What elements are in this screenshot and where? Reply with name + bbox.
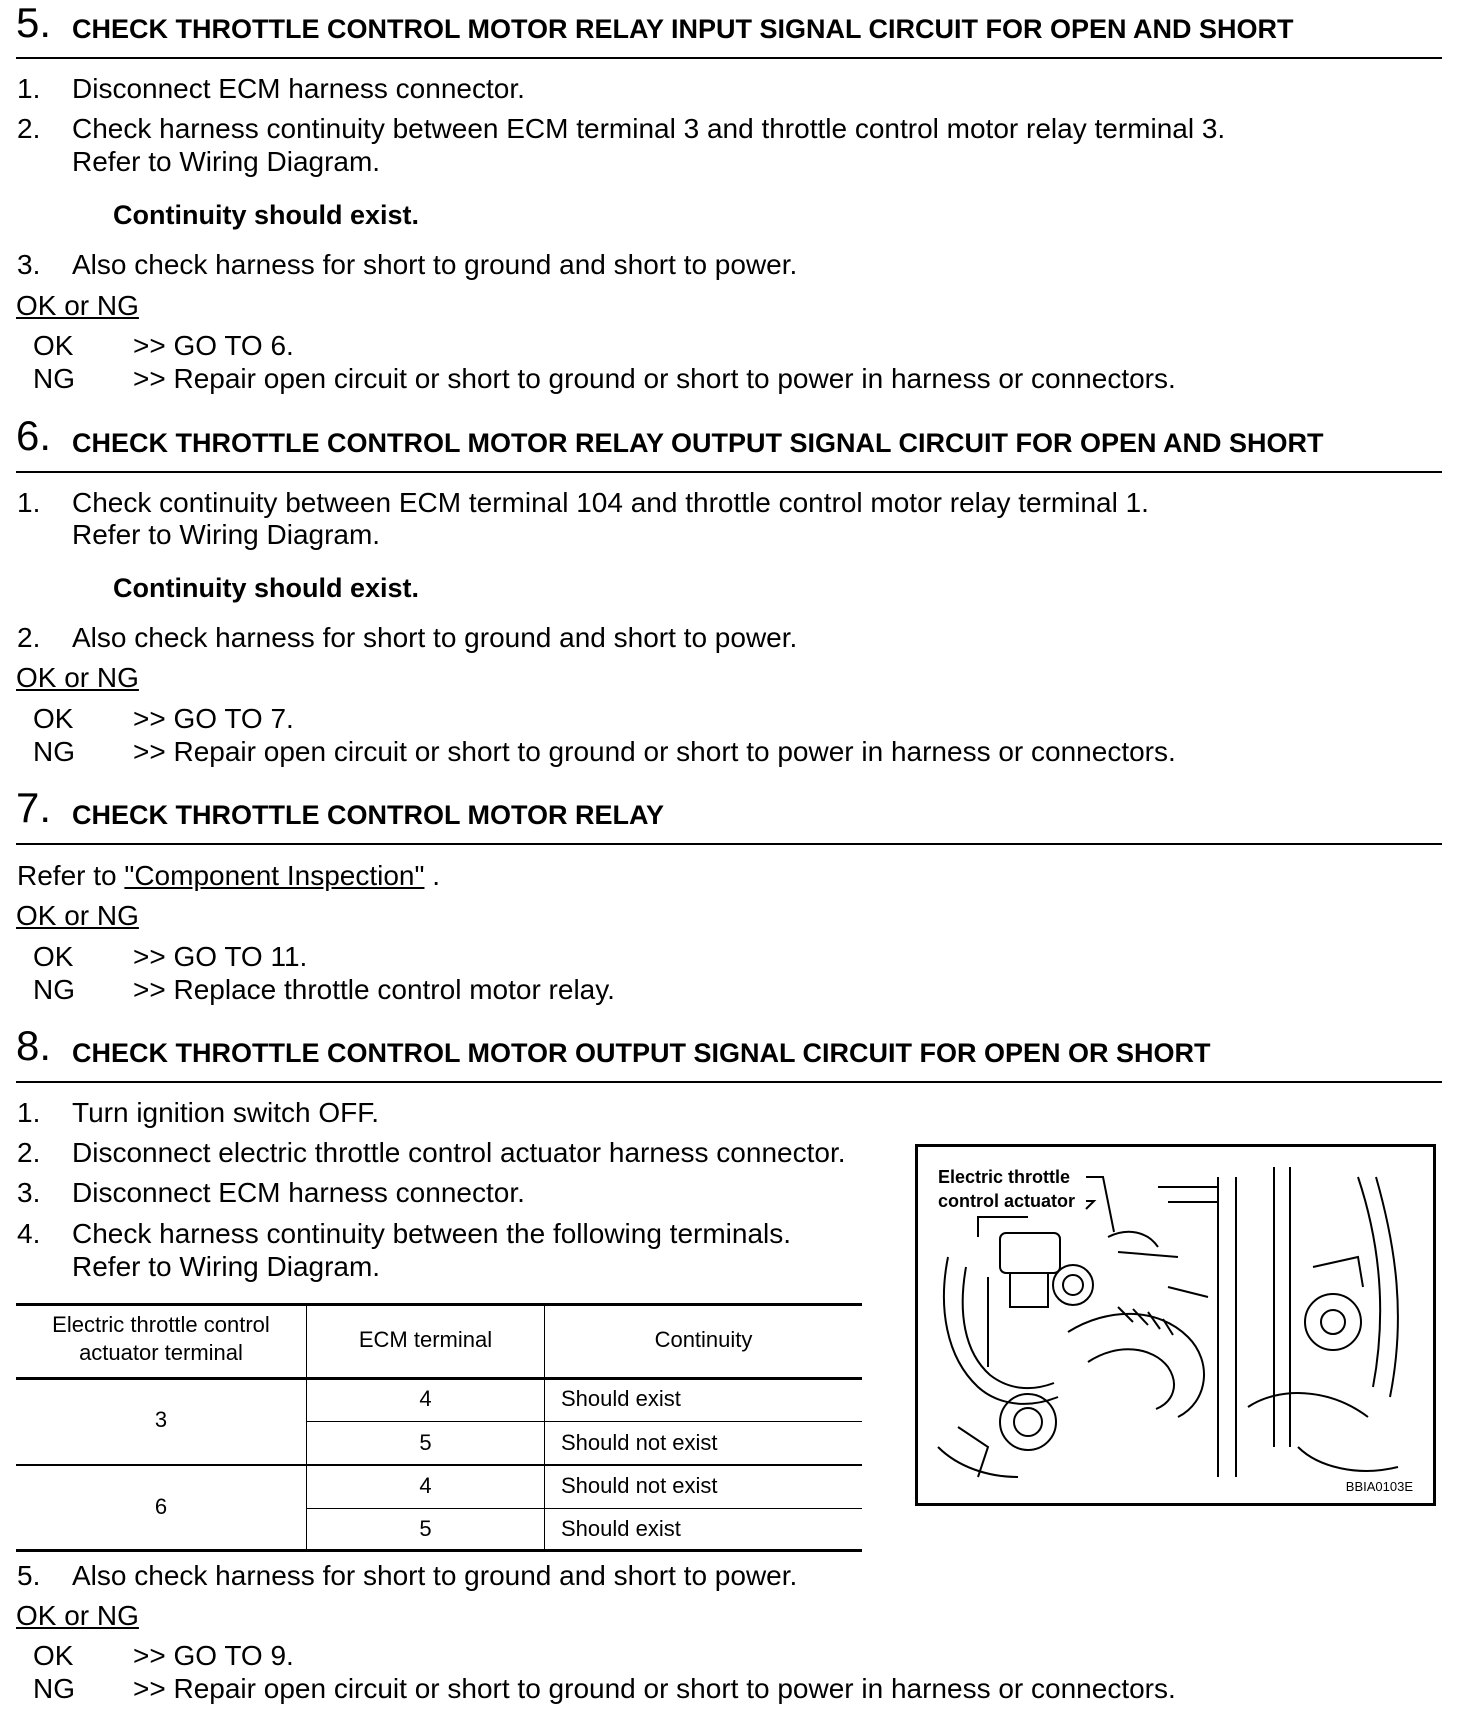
header-continuity: Continuity [654,1327,753,1352]
figure-callout-line2: control actuator [938,1191,1076,1211]
step-6-2-number: 2. [17,622,41,653]
table-row-rule [307,1508,862,1509]
step-5-3-number: 3. [17,249,41,280]
header-actuator-terminal [16,1311,306,1367]
actuator-terminal-cell: 3 [154,1407,168,1432]
figure-reference-code: BBIA0103E [1345,1479,1413,1494]
step-8-4-refer: Refer to Wiring Diagram. [72,1251,381,1282]
section-7-refer [17,860,440,892]
table-top-rule [16,1303,862,1306]
ecm-terminal-cell: 4 [419,1386,432,1411]
step-5-2-text: Check harness continuity between ECM terminal 3 and throttle control motor relay terminal 3. [72,113,1226,144]
section-5-ng-action: >> Repair open circuit or short to ground or short to power in harness or connectors. [133,363,1176,394]
ecm-terminal-cell: 5 [419,1430,432,1455]
step-5-1-number: 1. [17,73,41,104]
figure-callout-line1: Electric throttle [938,1167,1071,1187]
section-8-ok-label: OK [33,1640,74,1671]
section-7-ok-action: >> GO TO 11. [133,941,308,972]
actuator-location-figure [915,1144,1436,1506]
section-6-spec: Continuity should exist. [113,573,420,603]
header-actuator-line2: actuator terminal [79,1340,243,1365]
section-7-ng-label: NG [33,974,75,1005]
section-5-rule [16,57,1442,59]
section-5-ok-or-ng: OK or NG [16,290,139,321]
step-6-1-text: Check continuity between ECM terminal 104 and throttle control motor relay terminal 1. [72,487,1149,518]
step-5-1-text: Disconnect ECM harness connector. [72,73,525,104]
header-ecm-terminal: ECM terminal [358,1327,493,1352]
step-8-5-text: Also check harness for short to ground and short to power. [72,1560,798,1591]
step-8-5-number: 5. [17,1560,41,1591]
section-7-ok-label: OK [33,941,74,972]
step-6-2-text: Also check harness for short to ground and short to power. [72,622,798,653]
step-number-8: 8. [16,1022,52,1069]
step-8-3-text: Disconnect ECM harness connector. [72,1177,525,1208]
step-5-2-refer: Refer to Wiring Diagram. [72,146,381,177]
section-6-ok-or-ng: OK or NG [16,662,139,693]
header-actuator-line1: Electric throttle control [52,1312,270,1337]
table-header-rule [16,1377,862,1380]
section-6-ng-label: NG [33,736,75,767]
section-6-ok-label: OK [33,703,74,734]
section-5-ok-action: >> GO TO 6. [133,330,294,361]
section-7-ok-or-ng: OK or NG [16,900,139,931]
section-6-ok-action: >> GO TO 7. [133,703,294,734]
step-8-2-number: 2. [17,1137,41,1168]
section-7-ng-action: >> Replace throttle control motor relay. [133,974,615,1005]
ecm-terminal-cell: 4 [419,1473,432,1498]
refer-prefix: Refer to [17,860,125,891]
step-8-1-text: Turn ignition switch OFF. [72,1097,380,1128]
continuity-cell: Should not exist [561,1473,718,1498]
section-8-ng-action: >> Repair open circuit or short to ground or short to power in harness or connectors. [133,1673,1176,1704]
table-row-rule [307,1421,862,1422]
section-5-spec: Continuity should exist. [113,200,420,230]
section-7-rule [16,843,1442,845]
step-6-1-number: 1. [17,487,41,518]
section-6-rule [16,471,1442,473]
section-5-ok-label: OK [33,330,74,361]
actuator-terminal-cell: 6 [154,1494,168,1519]
step-number-7: 7. [16,784,52,831]
section-8-ok-action: >> GO TO 9. [133,1640,294,1671]
refer-suffix: . [424,860,441,891]
table-bottom-rule [16,1549,862,1552]
step-number-5: 5. [16,0,52,46]
step-8-4-text: Check harness continuity between the following terminals. [72,1218,792,1249]
step-8-3-number: 3. [17,1177,41,1208]
section-8-rule [16,1081,1442,1083]
step-5-2-number: 2. [17,113,41,144]
step-8-1-number: 1. [17,1097,41,1128]
step-5-3-text: Also check harness for short to ground and short to power. [72,249,798,280]
section-8-ok-or-ng: OK or NG [16,1600,139,1631]
continuity-cell: Should not exist [561,1430,718,1455]
step-8-4-number: 4. [17,1218,41,1249]
section-6-title: CHECK THROTTLE CONTROL MOTOR RELAY OUTPUT SIGNAL CIRCUIT FOR OPEN AND SHORT [72,428,1324,458]
continuity-cell: Should exist [561,1386,681,1411]
section-8-title: CHECK THROTTLE CONTROL MOTOR OUTPUT SIGNAL CIRCUIT FOR OPEN OR SHORT [72,1038,1211,1068]
component-inspection-link[interactable]: "Component Inspection" [124,860,425,891]
step-6-1-refer: Refer to Wiring Diagram. [72,519,381,550]
table-group-rule [16,1464,862,1466]
section-5-ng-label: NG [33,363,75,394]
step-number-6: 6. [16,412,52,459]
step-8-2-text: Disconnect electric throttle control actuator harness connector. [72,1137,846,1168]
section-8-ng-label: NG [33,1673,75,1704]
section-7-title: CHECK THROTTLE CONTROL MOTOR RELAY [72,800,665,830]
section-5-title: CHECK THROTTLE CONTROL MOTOR RELAY INPUT SIGNAL CIRCUIT FOR OPEN AND SHORT [72,14,1294,44]
ecm-terminal-cell: 5 [419,1516,432,1541]
section-6-ng-action: >> Repair open circuit or short to ground or short to power in harness or connectors. [133,736,1176,767]
continuity-cell: Should exist [561,1516,681,1541]
continuity-table [16,1303,862,1552]
